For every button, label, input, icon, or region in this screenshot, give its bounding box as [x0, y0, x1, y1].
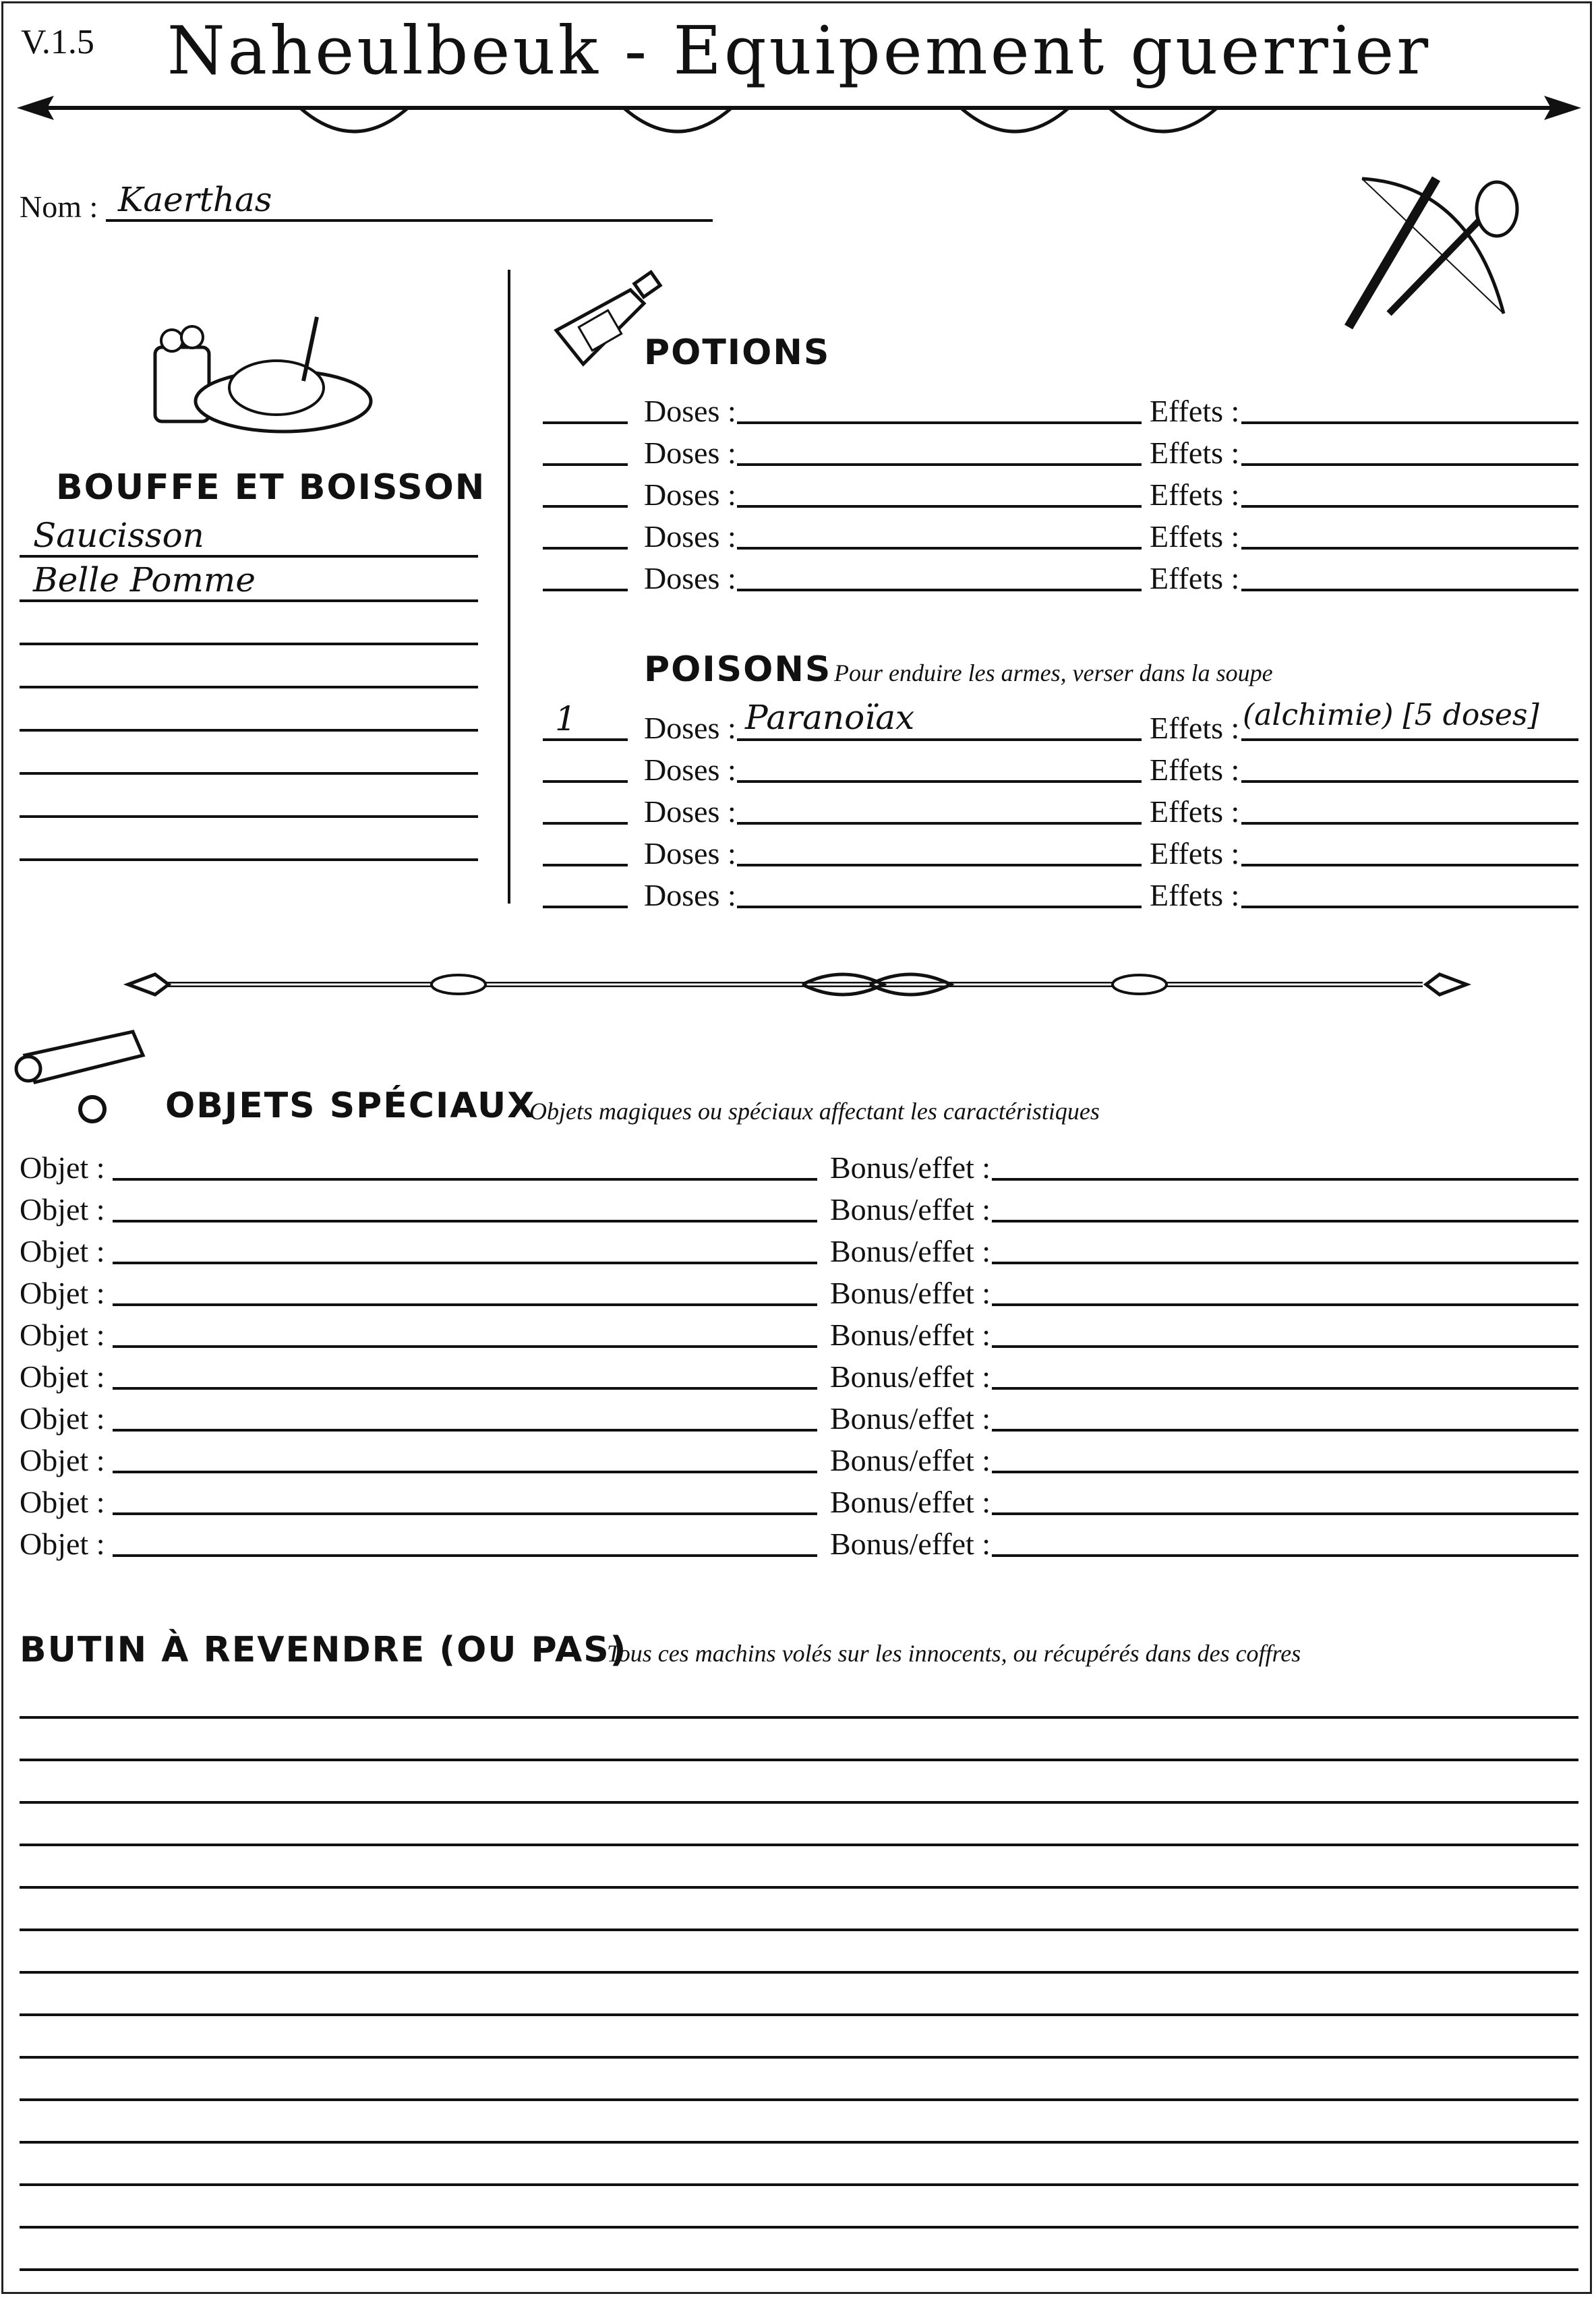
nom-underline — [106, 219, 713, 222]
poisons-subtitle: Pour enduire les armes, verser dans la soupe — [834, 659, 1273, 686]
food-line — [20, 729, 478, 732]
objet-line — [113, 1471, 817, 1473]
objet-label: Objet : — [20, 1401, 105, 1436]
butin-line[interactable] — [20, 2013, 1578, 2016]
bonus-line — [992, 1471, 1578, 1473]
potion-doses-label: Doses : — [644, 519, 736, 554]
food-line — [20, 555, 478, 558]
bonus-line — [992, 1178, 1578, 1181]
butin-line[interactable] — [20, 1844, 1578, 1846]
poison-qty-line — [543, 822, 628, 825]
character-sheet — [1, 1, 1592, 2294]
spear-icon — [17, 88, 1581, 148]
objet-line — [113, 1387, 817, 1390]
bonus-label: Bonus/effet : — [830, 1485, 991, 1519]
potion-effets-line — [1241, 421, 1578, 424]
poison-effets-field[interactable]: (alchimie) [5 doses] — [1243, 698, 1539, 732]
objets-title: OBJETS SPÉCIAUX — [165, 1086, 536, 1126]
poison-doses-label: Doses : — [644, 753, 736, 787]
poison-effets-line — [1241, 738, 1578, 741]
potion-effets-line — [1241, 589, 1578, 591]
poison-doses-label: Doses : — [644, 836, 736, 871]
potion-effets-label: Effets : — [1150, 477, 1240, 512]
potion-doses-line — [737, 547, 1142, 550]
poison-doses-label: Doses : — [644, 878, 736, 912]
crossed-weapons-icon — [1335, 158, 1531, 341]
butin-line[interactable] — [20, 1801, 1578, 1804]
nom-label: Nom : — [20, 189, 98, 224]
poison-qty-field[interactable]: 1 — [555, 699, 577, 738]
food-line — [20, 815, 478, 818]
food-line — [20, 858, 478, 861]
butin-line[interactable] — [20, 1971, 1578, 1974]
bonus-line — [992, 1303, 1578, 1306]
bonus-label: Bonus/effet : — [830, 1401, 991, 1436]
butin-line[interactable] — [20, 2268, 1578, 2271]
potion-doses-line — [737, 589, 1142, 591]
bonus-label: Bonus/effet : — [830, 1527, 991, 1561]
bonus-label: Bonus/effet : — [830, 1192, 991, 1227]
poison-doses-line — [737, 906, 1142, 908]
potion-doses-line — [737, 421, 1142, 424]
butin-line[interactable] — [20, 1928, 1578, 1931]
potion-doses-line — [737, 463, 1142, 466]
butin-line[interactable] — [20, 2226, 1578, 2229]
poisons-title: POISONS — [644, 649, 832, 690]
objet-line — [113, 1178, 817, 1181]
mug-and-plate-icon — [142, 307, 384, 442]
potion-qty-line — [543, 463, 628, 466]
food-line — [20, 599, 478, 602]
objet-label: Objet : — [20, 1192, 105, 1227]
potion-qty-line — [543, 505, 628, 508]
poison-doses-field[interactable]: Paranoïax — [745, 698, 915, 737]
potion-doses-label: Doses : — [644, 394, 736, 428]
poison-effets-label: Effets : — [1150, 753, 1240, 787]
bonus-line — [992, 1554, 1578, 1557]
food-line — [20, 772, 478, 775]
objet-line — [113, 1554, 817, 1557]
objet-label: Objet : — [20, 1318, 105, 1352]
poison-doses-label: Doses : — [644, 711, 736, 745]
butin-line[interactable] — [20, 2056, 1578, 2059]
poison-effets-line — [1241, 864, 1578, 866]
butin-line[interactable] — [20, 2183, 1578, 2186]
butin-line[interactable] — [20, 1759, 1578, 1761]
potion-effets-line — [1241, 505, 1578, 508]
potion-doses-label: Doses : — [644, 561, 736, 595]
bonus-label: Bonus/effet : — [830, 1318, 991, 1352]
butin-line[interactable] — [20, 2098, 1578, 2101]
potion-effets-label: Effets : — [1150, 436, 1240, 470]
butin-subtitle: Tous ces machins volés sur les innocents, ou récupérés dans des coffres — [607, 1640, 1301, 1667]
poison-effets-label: Effets : — [1150, 878, 1240, 912]
objet-line — [113, 1345, 817, 1348]
bonus-label: Bonus/effet : — [830, 1443, 991, 1477]
poison-doses-line — [737, 864, 1142, 866]
objet-label: Objet : — [20, 1150, 105, 1185]
objet-line — [113, 1262, 817, 1264]
poison-effets-line — [1241, 906, 1578, 908]
objet-line — [113, 1512, 817, 1515]
objet-line — [113, 1429, 817, 1432]
potion-effets-label: Effets : — [1150, 394, 1240, 428]
bonus-line — [992, 1220, 1578, 1222]
poison-effets-line — [1241, 822, 1578, 825]
potion-doses-label: Doses : — [644, 477, 736, 512]
poison-effets-label: Effets : — [1150, 794, 1240, 829]
poison-doses-line — [737, 822, 1142, 825]
bonus-line — [992, 1512, 1578, 1515]
objet-line — [113, 1303, 817, 1306]
column-divider — [508, 270, 510, 904]
poison-qty-line — [543, 864, 628, 866]
poison-effets-label: Effets : — [1150, 836, 1240, 871]
food-title: BOUFFE ET BOISSON — [56, 467, 486, 508]
poison-qty-line — [543, 780, 628, 783]
food-line — [20, 686, 478, 688]
potions-title: POTIONS — [644, 332, 831, 373]
objet-label: Objet : — [20, 1276, 105, 1310]
objets-subtitle: Objets magiques ou spéciaux affectant les caractéristiques — [529, 1098, 1100, 1125]
food-item[interactable]: Belle Pomme — [33, 560, 256, 599]
food-line — [20, 643, 478, 645]
potion-effets-line — [1241, 547, 1578, 550]
bonus-line — [992, 1387, 1578, 1390]
bonus-label: Bonus/effet : — [830, 1150, 991, 1185]
poison-qty-line — [543, 738, 628, 741]
objet-line — [113, 1220, 817, 1222]
bonus-line — [992, 1345, 1578, 1348]
bonus-line — [992, 1429, 1578, 1432]
potion-qty-line — [543, 421, 628, 424]
objet-label: Objet : — [20, 1485, 105, 1519]
poison-doses-line — [737, 780, 1142, 783]
potion-effets-label: Effets : — [1150, 519, 1240, 554]
potion-qty-line — [543, 547, 628, 550]
nom-field[interactable]: Kaerthas — [118, 180, 272, 219]
objet-label: Objet : — [20, 1234, 105, 1268]
potion-effets-label: Effets : — [1150, 561, 1240, 595]
potion-doses-label: Doses : — [644, 436, 736, 470]
bonus-label: Bonus/effet : — [830, 1276, 991, 1310]
objet-label: Objet : — [20, 1527, 105, 1561]
page-title: Naheulbeuk - Equipement guerrier — [167, 13, 1431, 90]
potion-qty-line — [543, 589, 628, 591]
version-label: V.1.5 — [21, 23, 94, 61]
bonus-label: Bonus/effet : — [830, 1359, 991, 1394]
bonus-label: Bonus/effet : — [830, 1234, 991, 1268]
food-item[interactable]: Saucisson — [33, 516, 204, 555]
butin-title: BUTIN À REVENDRE (OU PAS) — [20, 1630, 628, 1670]
potion-doses-line — [737, 505, 1142, 508]
poison-effets-label: Effets : — [1150, 711, 1240, 745]
potion-effets-line — [1241, 463, 1578, 466]
butin-line[interactable] — [20, 2141, 1578, 2144]
bonus-line — [992, 1262, 1578, 1264]
poison-qty-line — [543, 906, 628, 908]
poison-effets-line — [1241, 780, 1578, 783]
butin-line[interactable] — [20, 1716, 1578, 1719]
poison-doses-label: Doses : — [644, 794, 736, 829]
staff-icon — [128, 961, 1467, 1008]
poison-doses-line — [737, 738, 1142, 741]
objet-label: Objet : — [20, 1359, 105, 1394]
scroll-and-ring-icon — [18, 1028, 153, 1129]
objet-label: Objet : — [20, 1443, 105, 1477]
butin-line[interactable] — [20, 1886, 1578, 1889]
